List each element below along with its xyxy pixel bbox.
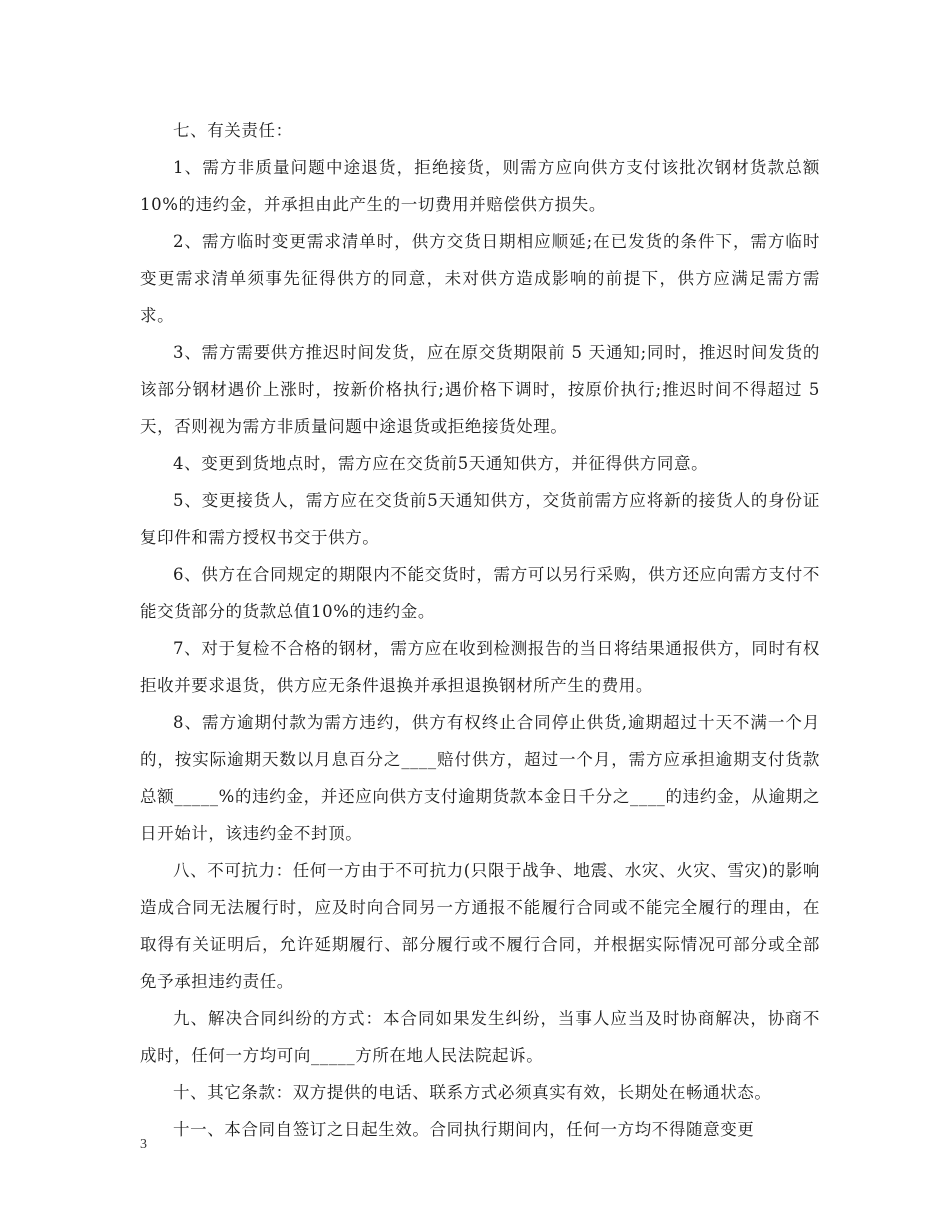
clause-paragraph: 5、变更接货人，需方应在交货前5天通知供方，交货前需方应将新的接货人的身份证复印件和需方授权书交于供方。 (140, 491, 820, 547)
document-body (140, 112, 820, 1148)
clause-paragraph: 3、需方需要供方推迟时间发货，应在原交货期限前 5 天通知;同时，推迟时间发货的该部分钢材遇价上涨时，按新价格执行;遇价格下调时，按原价执行;推迟时间不得超过 5 天，否则视为需方非质量问题中途退货或拒绝接货处理。 (140, 343, 820, 436)
section-heading-responsibilities: 七、有关责任： (173, 121, 293, 140)
clause-paragraph: 2、需方临时变更需求清单时，供方交货日期相应顺延;在已发货的条件下，需方临时变更需求清单须事先征得供方的同意，未对供方造成影响的前提下，供方应满足需方需求。 (140, 232, 820, 325)
clause-paragraph: 7、对于复检不合格的钢材，需方应在收到检测报告的当日将结果通报供方，同时有权拒收并要求退货，供方应无条件退换并承担退换钢材所产生的费用。 (140, 639, 820, 695)
clause-paragraph: 1、需方非质量问题中途退货，拒绝接货，则需方应向供方支付该批次钢材货款总额10%的违约金，并承担由此产生的一切费用并赔偿供方损失。 (140, 158, 820, 214)
section-other-terms: 十、其它条款：双方提供的电话、联系方式必须真实有效，长期处在畅通状态。 (173, 1083, 772, 1102)
page-number: 3 (140, 1137, 147, 1152)
clause-paragraph: 6、供方在合同规定的期限内不能交货时，需方可以另行采购，供方还应向需方支付不能交货部分的货款总值10%的违约金。 (140, 565, 820, 621)
section-effective-date: 十一、本合同自签订之日起生效。合同执行期间内，任何一方均不得随意变更 (173, 1120, 755, 1139)
clause-paragraph: 4、变更到货地点时，需方应在交货前5天通知供方，并征得供方同意。 (173, 454, 709, 473)
clause-paragraph: 8、需方逾期付款为需方违约，供方有权终止合同停止供货,逾期超过十天不满一个月的，按实际逾期天数以月息百分之____赔付供方，超过一个月，需方应承担逾期支付货款总额_____%的违约金，并还应向供方支付逾期货款本金日千分之____的违约金，从逾期之日开始计，该违约金不封顶。 (140, 713, 820, 843)
section-force-majeure: 八、不可抗力：任何一方由于不可抗力(只限于战争、地震、水灾、火灾、雪灾)的影响造成合同无法履行时，应及时向合同另一方通报不能履行合同或不能完全履行的理由，在取得有关证明后，允许延期履行、部分履行或不履行合同，并根据实际情况可部分或全部免予承担违约责任。 (140, 861, 820, 991)
section-dispute-resolution: 九、解决合同纠纷的方式：本合同如果发生纠纷，当事人应当及时协商解决，协商不成时，任何一方均可向_____方所在地人民法院起诉。 (140, 1009, 820, 1065)
